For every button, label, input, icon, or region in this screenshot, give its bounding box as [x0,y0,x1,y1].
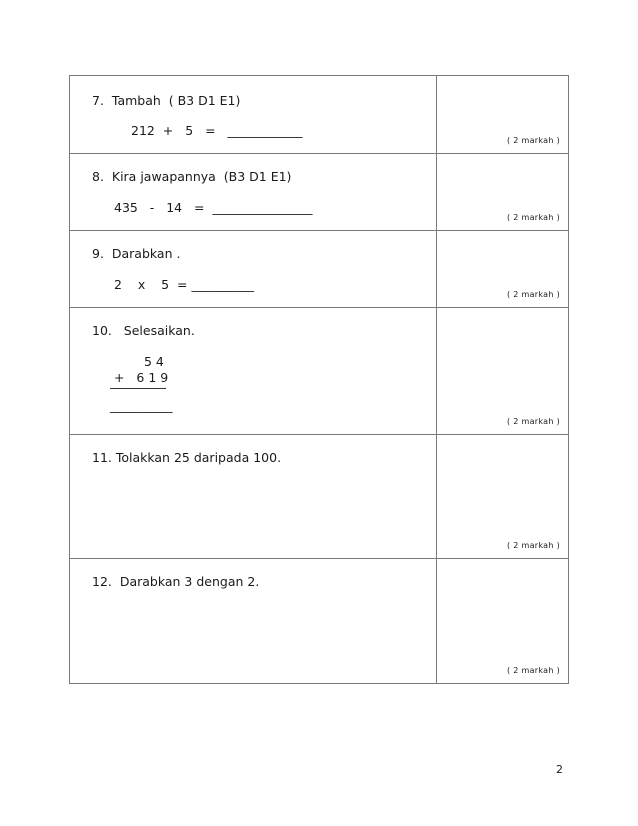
marks-cell [437,76,569,154]
marks-cell [437,435,569,559]
question-cell [70,154,437,231]
marks-cell [437,559,569,684]
marks-label: ( 2 markah ) [506,541,560,550]
marks-label: ( 2 markah ) [506,136,560,145]
question-work: 212 + 5 = ____________ [131,123,303,138]
marks-label: ( 2 markah ) [506,290,560,299]
answer-line: __________ [110,398,173,413]
question-prompt: 10. Selesaikan. [92,323,195,338]
question-table [69,75,569,684]
question-cell [70,308,437,435]
sum-rule [110,388,166,389]
question-cell [70,559,437,684]
marks-label: ( 2 markah ) [506,417,560,426]
marks-cell [437,154,569,231]
marks-cell [437,308,569,435]
question-sheet [69,75,568,684]
page-number: 2 [556,763,563,776]
question-prompt: 9. Darabkan . [92,246,181,261]
question-row-7 [70,76,569,154]
addend-bottom: + 6 1 9 [114,370,169,385]
question-row-11 [70,435,569,559]
question-cell [70,76,437,154]
question-prompt: 11. Tolakkan 25 daripada 100. [92,450,282,465]
question-work: 435 - 14 = ________________ [114,200,313,215]
addend-top: 5 4 [144,354,164,369]
question-prompt: 8. Kira jawapannya (B3 D1 E1) [92,169,292,184]
question-cell [70,435,437,559]
question-prompt: 7. Tambah ( B3 D1 E1) [92,93,241,108]
question-prompt: 12. Darabkan 3 dengan 2. [92,574,260,589]
marks-label: ( 2 markah ) [506,213,560,222]
marks-cell [437,231,569,308]
question-row-12 [70,559,569,684]
question-cell [70,231,437,308]
question-work: 2 x 5 = __________ [114,277,254,292]
question-row-10 [70,308,569,435]
question-row-9 [70,231,569,308]
question-row-8 [70,154,569,231]
marks-label: ( 2 markah ) [506,666,560,675]
